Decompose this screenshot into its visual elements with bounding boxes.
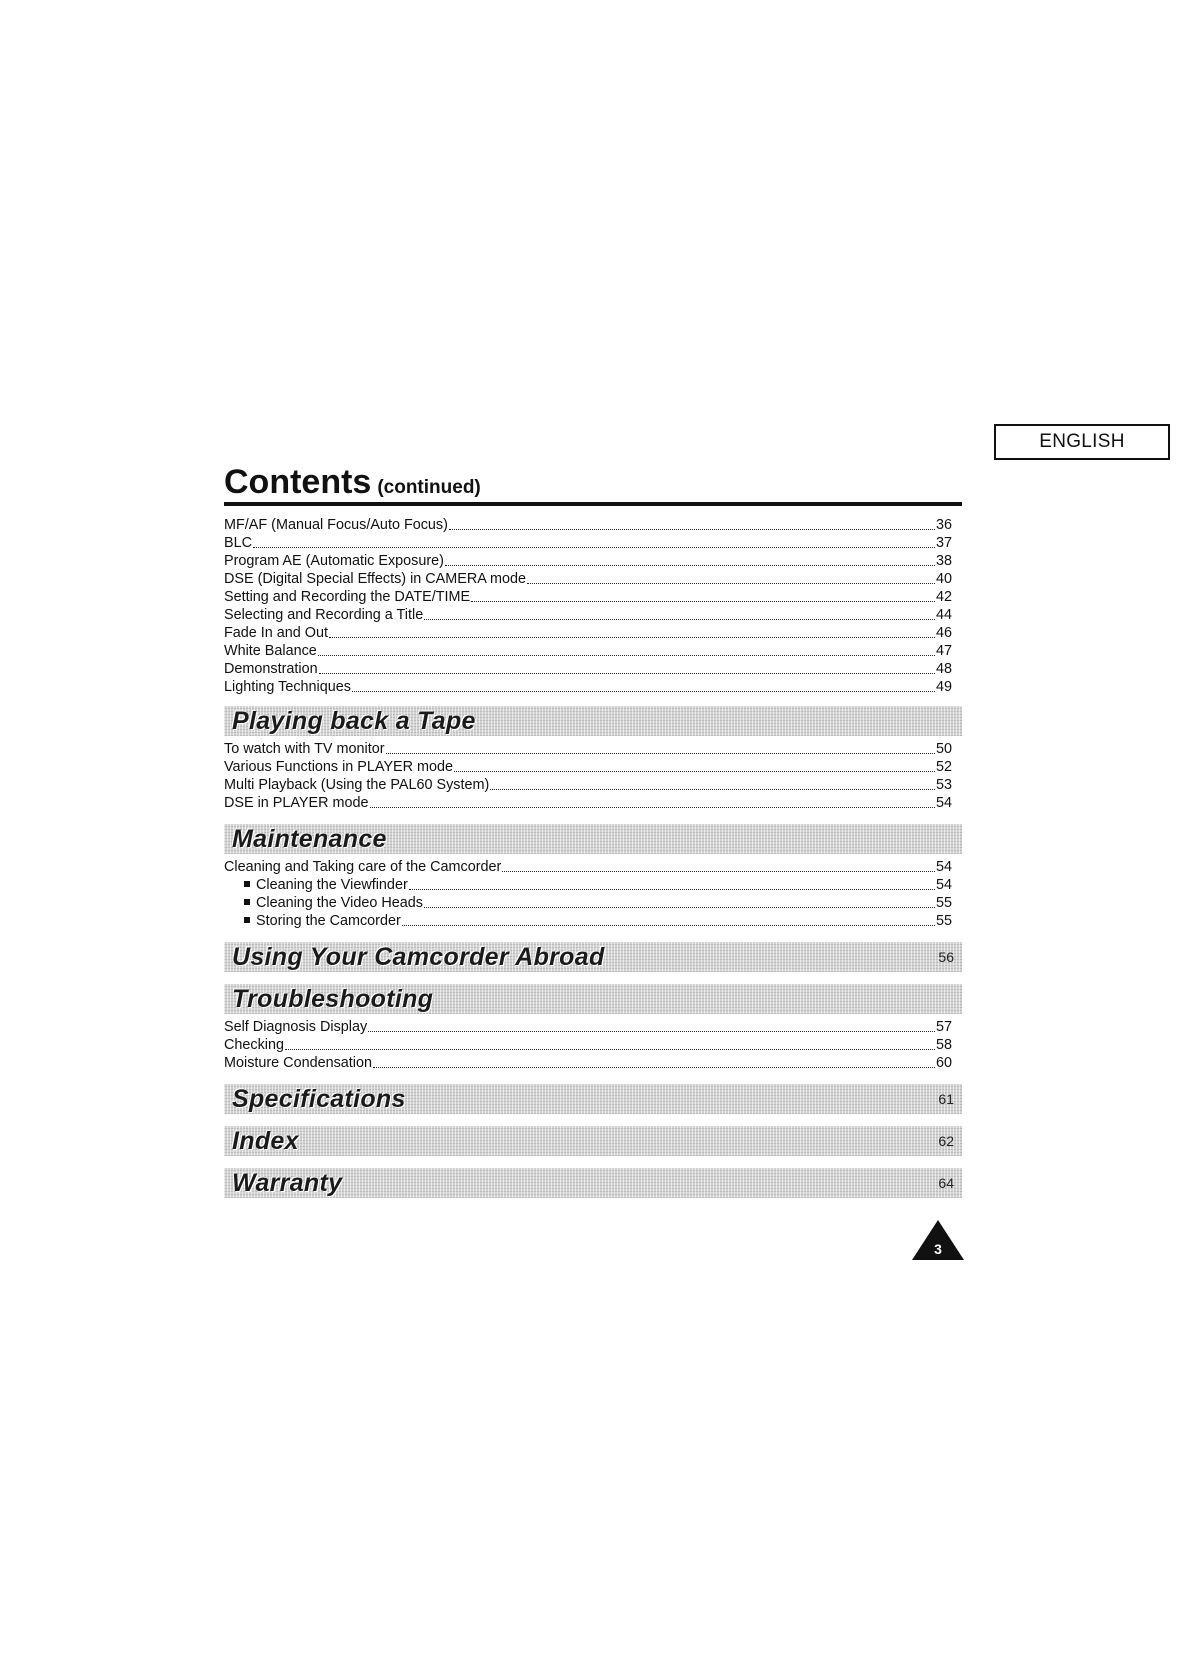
section-heading: Maintenance xyxy=(232,824,387,853)
toc-entry-page: 55 xyxy=(935,913,952,929)
toc-entry[interactable] xyxy=(224,740,952,758)
toc-entry-page: 47 xyxy=(935,643,952,659)
bullet-square-icon xyxy=(244,917,250,923)
leader-dots xyxy=(352,678,935,692)
section-banner-troubleshooting[interactable] xyxy=(224,984,962,1014)
toc-subentry-text: Cleaning the Video Heads xyxy=(256,895,423,911)
toc-entry-label: Setting and Recording the DATE/TIME xyxy=(224,589,471,605)
leader-dots xyxy=(471,588,935,602)
page-title-sub: (continued) xyxy=(377,477,481,498)
section-banner-abroad[interactable] xyxy=(224,942,962,972)
toc-entry-label: BLC xyxy=(224,535,252,551)
toc-entry[interactable] xyxy=(224,1018,952,1036)
leader-dots xyxy=(490,776,935,790)
bullet-square-icon xyxy=(244,899,250,905)
toc-entry-page: 42 xyxy=(935,589,952,605)
toc-entry[interactable] xyxy=(224,776,952,794)
toc-entry-page: 44 xyxy=(935,607,952,623)
toc-entry-label: Selecting and Recording a Title xyxy=(224,607,424,623)
toc-entry-page: 58 xyxy=(935,1037,952,1053)
leader-dots xyxy=(368,1018,935,1032)
toc-entry[interactable] xyxy=(224,758,952,776)
toc-entry-label: Lighting Techniques xyxy=(224,679,351,695)
bullet-square-icon xyxy=(244,881,250,887)
toc-entry-label xyxy=(244,912,401,930)
leader-dots xyxy=(424,606,935,620)
toc-entry-label xyxy=(244,876,408,894)
toc-entry[interactable] xyxy=(224,624,952,642)
leader-dots xyxy=(318,642,935,656)
toc-entry-label: DSE in PLAYER mode xyxy=(224,795,369,811)
leader-dots xyxy=(449,516,935,530)
title-rule xyxy=(224,502,962,506)
toc-entry-label: Multi Playback (Using the PAL60 System) xyxy=(224,777,490,793)
toc-entry-page: 48 xyxy=(935,661,952,677)
toc-entry-label: Self Diagnosis Display xyxy=(224,1019,368,1035)
toc-entry-label: Various Functions in PLAYER mode xyxy=(224,759,454,775)
section-heading: Playing back a Tape xyxy=(232,706,476,735)
toc-entry[interactable] xyxy=(224,606,952,624)
toc-entry-page: 50 xyxy=(935,741,952,757)
toc-entry[interactable] xyxy=(224,552,952,570)
page-number: 3 xyxy=(934,1241,942,1257)
leader-dots xyxy=(386,740,935,754)
toc-entry[interactable] xyxy=(224,516,952,534)
section-banner-index[interactable] xyxy=(224,1126,962,1156)
toc-entry-page: 54 xyxy=(935,795,952,811)
toc-list-playing-back xyxy=(224,740,952,812)
toc-entry[interactable] xyxy=(224,1036,952,1054)
toc-list-troubleshooting xyxy=(224,1018,952,1072)
toc-entry-label: Program AE (Automatic Exposure) xyxy=(224,553,444,569)
page-number-triangle-icon xyxy=(910,1218,966,1262)
toc-entry[interactable] xyxy=(224,858,952,876)
toc-entry-label: Demonstration xyxy=(224,661,318,677)
section-heading: Specifications xyxy=(232,1084,406,1113)
toc-subentry[interactable] xyxy=(224,876,952,894)
leader-dots xyxy=(373,1054,935,1068)
toc-subentry[interactable] xyxy=(224,912,952,930)
toc-entry[interactable] xyxy=(224,570,952,588)
toc-entry[interactable] xyxy=(224,794,952,812)
toc-entry[interactable] xyxy=(224,588,952,606)
leader-dots xyxy=(285,1036,935,1050)
toc-entry[interactable] xyxy=(224,678,952,696)
section-page: 61 xyxy=(938,1091,954,1107)
toc-subentry-text: Cleaning the Viewfinder xyxy=(256,877,408,893)
section-banner-warranty[interactable] xyxy=(224,1168,962,1198)
section-heading: Index xyxy=(232,1126,299,1155)
toc-entry[interactable] xyxy=(224,642,952,660)
page-title-main: Contents xyxy=(224,463,372,501)
leader-dots xyxy=(253,534,935,548)
toc-entry-page: 55 xyxy=(935,895,952,911)
toc-subentry-text: Storing the Camcorder xyxy=(256,913,401,929)
toc-entry-page: 60 xyxy=(935,1055,952,1071)
toc-entry-page: 40 xyxy=(935,571,952,587)
toc-entry-label: Moisture Condensation xyxy=(224,1055,372,1071)
toc-entry[interactable] xyxy=(224,660,952,678)
section-heading: Warranty xyxy=(232,1168,343,1197)
leader-dots xyxy=(424,894,935,908)
language-badge: ENGLISH xyxy=(994,424,1170,460)
leader-dots xyxy=(370,794,935,808)
toc-entry-page: 57 xyxy=(935,1019,952,1035)
toc-subentry[interactable] xyxy=(224,894,952,912)
toc-entry-page: 52 xyxy=(935,759,952,775)
leader-dots xyxy=(329,624,935,638)
toc-entry-label: To watch with TV monitor xyxy=(224,741,385,757)
toc-entry-label: White Balance xyxy=(224,643,317,659)
leader-dots xyxy=(527,570,935,584)
toc-entry-label xyxy=(244,894,423,912)
toc-entry-page: 46 xyxy=(935,625,952,641)
leader-dots xyxy=(409,876,935,890)
toc-entry[interactable] xyxy=(224,1054,952,1072)
leader-dots xyxy=(402,912,935,926)
toc-entry-page: 54 xyxy=(935,859,952,875)
section-page: 56 xyxy=(938,949,954,965)
toc-list-maintenance xyxy=(224,858,952,930)
section-page: 62 xyxy=(938,1133,954,1149)
toc-entry-label: MF/AF (Manual Focus/Auto Focus) xyxy=(224,517,448,533)
toc-entry-page: 36 xyxy=(935,517,952,533)
section-page: 64 xyxy=(938,1175,954,1191)
toc-entry-page: 37 xyxy=(935,535,952,551)
section-banner-playing-back[interactable] xyxy=(224,706,962,736)
toc-entry-page: 54 xyxy=(935,877,952,893)
toc-entry-page: 38 xyxy=(935,553,952,569)
toc-entry-label: Fade In and Out xyxy=(224,625,329,641)
leader-dots xyxy=(445,552,935,566)
leader-dots xyxy=(454,758,935,772)
toc-entry-page: 53 xyxy=(935,777,952,793)
toc-entry[interactable] xyxy=(224,534,952,552)
toc-entry-page: 49 xyxy=(935,679,952,695)
section-heading: Troubleshooting xyxy=(232,984,434,1013)
toc-entry-label: Checking xyxy=(224,1037,284,1053)
toc-list-camera xyxy=(224,516,952,696)
toc-entry-label: DSE (Digital Special Effects) in CAMERA mode xyxy=(224,571,527,587)
section-heading: Using Your Camcorder Abroad xyxy=(232,942,605,971)
leader-dots xyxy=(319,660,935,674)
toc-entry-label: Cleaning and Taking care of the Camcorder xyxy=(224,859,502,875)
section-banner-maintenance[interactable] xyxy=(224,824,962,854)
leader-dots xyxy=(502,858,935,872)
section-banner-specifications[interactable] xyxy=(224,1084,962,1114)
